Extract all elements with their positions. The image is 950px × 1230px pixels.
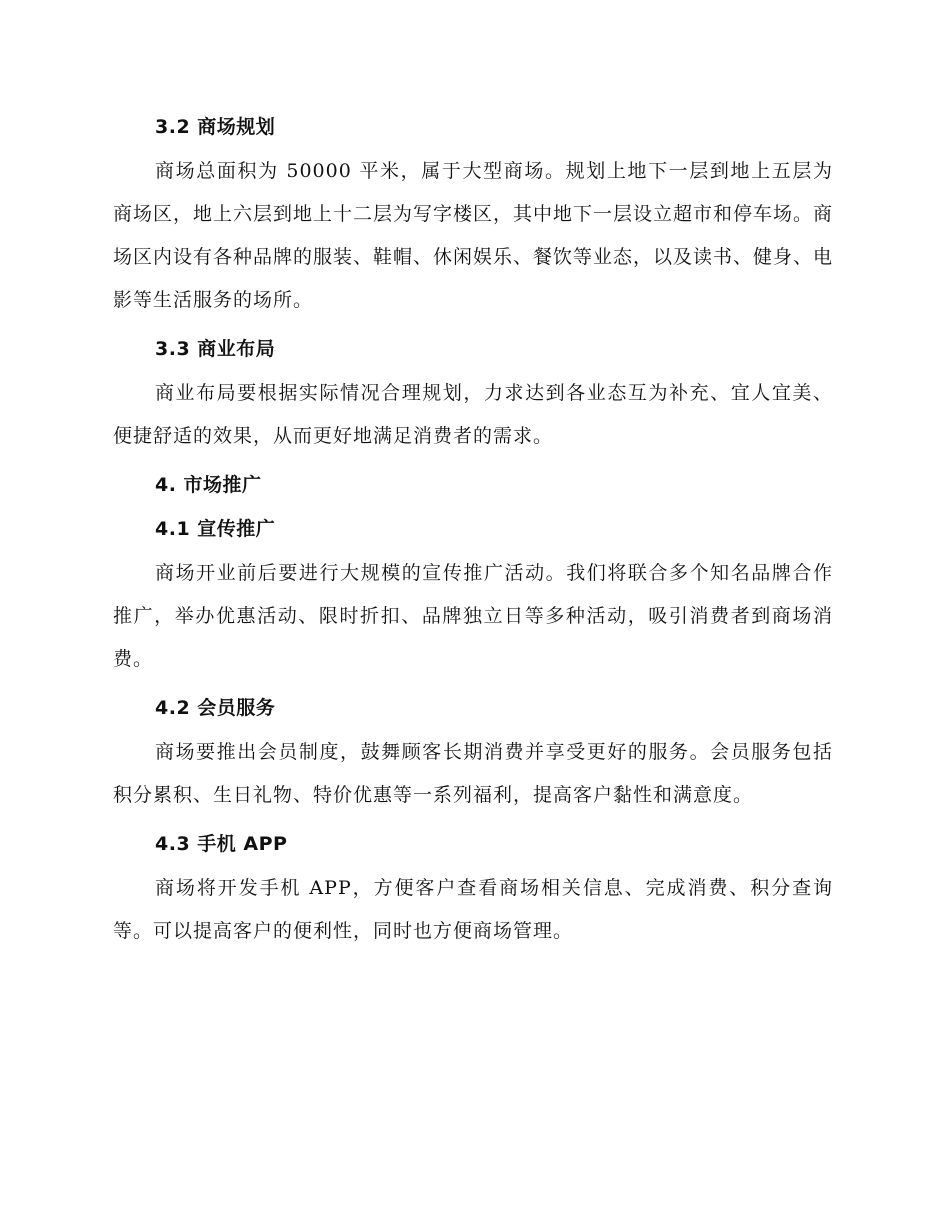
section-paragraph-3-3: 商业布局要根据实际情况合理规划，力求达到各业态互为补充、宜人宜美、便捷舒适的效果，从而更好地满足消费者的需求。 — [113, 382, 833, 447]
document-body — [113, 110, 833, 953]
section-heading-3-2: 3.2 商场规划 — [155, 116, 276, 138]
section-paragraph-4-1: 商场开业前后要进行大规模的宣传推广活动。我们将联合多个知名品牌合作推广，举办优惠活动、限时折扣、品牌独立日等多种活动，吸引消费者到商场消费。 — [113, 562, 833, 670]
section-heading-4: 4. 市场推广 — [155, 474, 262, 496]
section-paragraph-4-3: 商场将开发手机 APP，方便客户查看商场相关信息、完成消费、积分查询等。可以提高客户的便利性，同时也方便商场管理。 — [113, 877, 833, 942]
section-heading-3-3: 3.3 商业布局 — [155, 338, 276, 360]
section-paragraph-4-2: 商场要推出会员制度，鼓舞顾客长期消费并享受更好的服务。会员服务包括积分累积、生日礼物、特价优惠等一系列福利，提高客户黏性和满意度。 — [113, 741, 833, 806]
section-heading-4-2: 4.2 会员服务 — [155, 697, 276, 719]
section-heading-4-3: 4.3 手机 APP — [155, 833, 288, 855]
section-heading-4-1: 4.1 宣传推广 — [155, 518, 276, 540]
section-paragraph-3-2: 商场总面积为 50000 平米，属于大型商场。规划上地下一层到地上五层为商场区，地上六层到地上十二层为写字楼区，其中地下一层设立超市和停车场。商场区内设有各种品牌的服装、鞋帽、休闲娱乐、餐饮等业态，以及读书、健身、电影等生活服务的场所。 — [113, 160, 834, 311]
